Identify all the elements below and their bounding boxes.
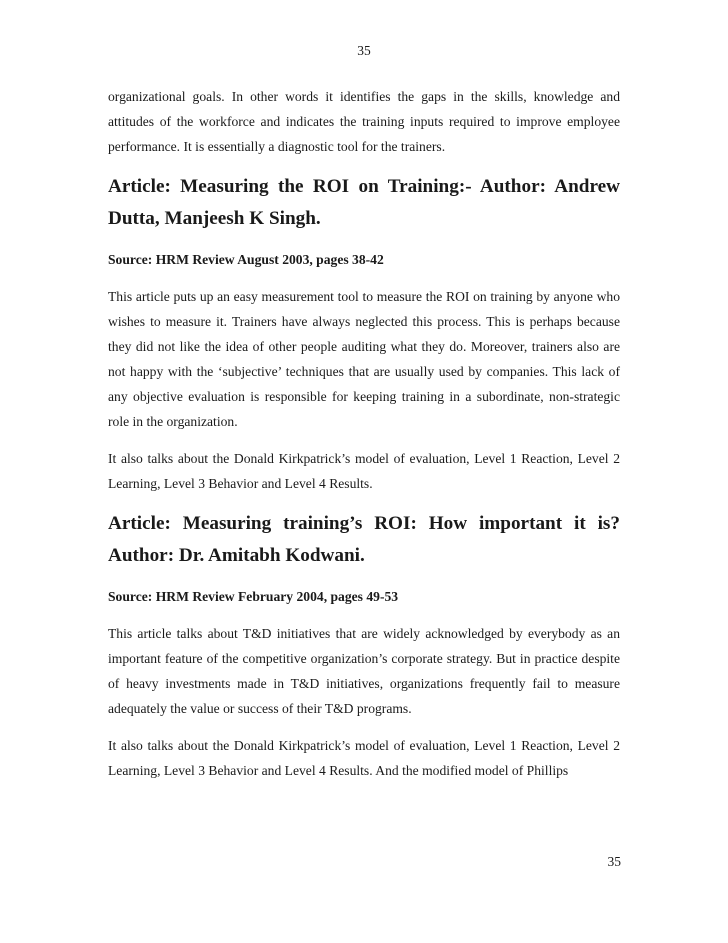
- article1-heading: Article: Measuring the ROI on Training:- Author: Andrew Dutta, Manjeesh K Singh.: [108, 176, 620, 229]
- page-number-top: 35: [357, 43, 371, 58]
- article2-source: Source: HRM Review February 2004, pages 49-53: [108, 589, 399, 604]
- article1-paragraph2: It also talks about the Donald Kirkpatrick’s model of evaluation, Level 1 Reaction, Level 2 Learning, Level 3 Behavior and Level 4 Results.: [108, 451, 620, 491]
- article2-paragraph1: This article talks about T&D initiatives that are widely acknowledged by everybody as an important feature of the competitive organization’s corporate strategy. But in practice despite of heavy investments made in T&D initiatives, organizations frequently fail to measure adequately the value or success of their T&D programs.: [108, 626, 620, 716]
- intro-paragraph: organizational goals. In other words it identifies the gaps in the skills, knowledge and attitudes of the workforce and indicates the training inputs required to improve employee performance. It is essentially a diagnostic tool for the trainers.: [108, 89, 620, 154]
- article1-paragraph1: This article puts up an easy measurement tool to measure the ROI on training by anyone who wishes to measure it. Trainers have always neglected this process. This is perhaps because they did not like the idea of other people auditing what they do. Moreover, trainers also are not happy with the ‘subjective’ techniques that are usually used by companies. This lack of any objective evaluation is responsible for keeping training in a subordinate, non-strategic role in the organization.: [108, 289, 620, 429]
- article2-paragraph2: It also talks about the Donald Kirkpatrick’s model of evaluation, Level 1 Reaction, Level 2 Learning, Level 3 Behavior and Level 4 Results. And the modified model of Phillips: [108, 738, 620, 778]
- article2-heading: Article: Measuring training’s ROI: How important it is? Author: Dr. Amitabh Kodwani.: [108, 513, 620, 566]
- page-number-bottom: 35: [607, 854, 621, 869]
- article1-source: Source: HRM Review August 2003, pages 38-42: [108, 252, 384, 267]
- page-body: [108, 84, 620, 783]
